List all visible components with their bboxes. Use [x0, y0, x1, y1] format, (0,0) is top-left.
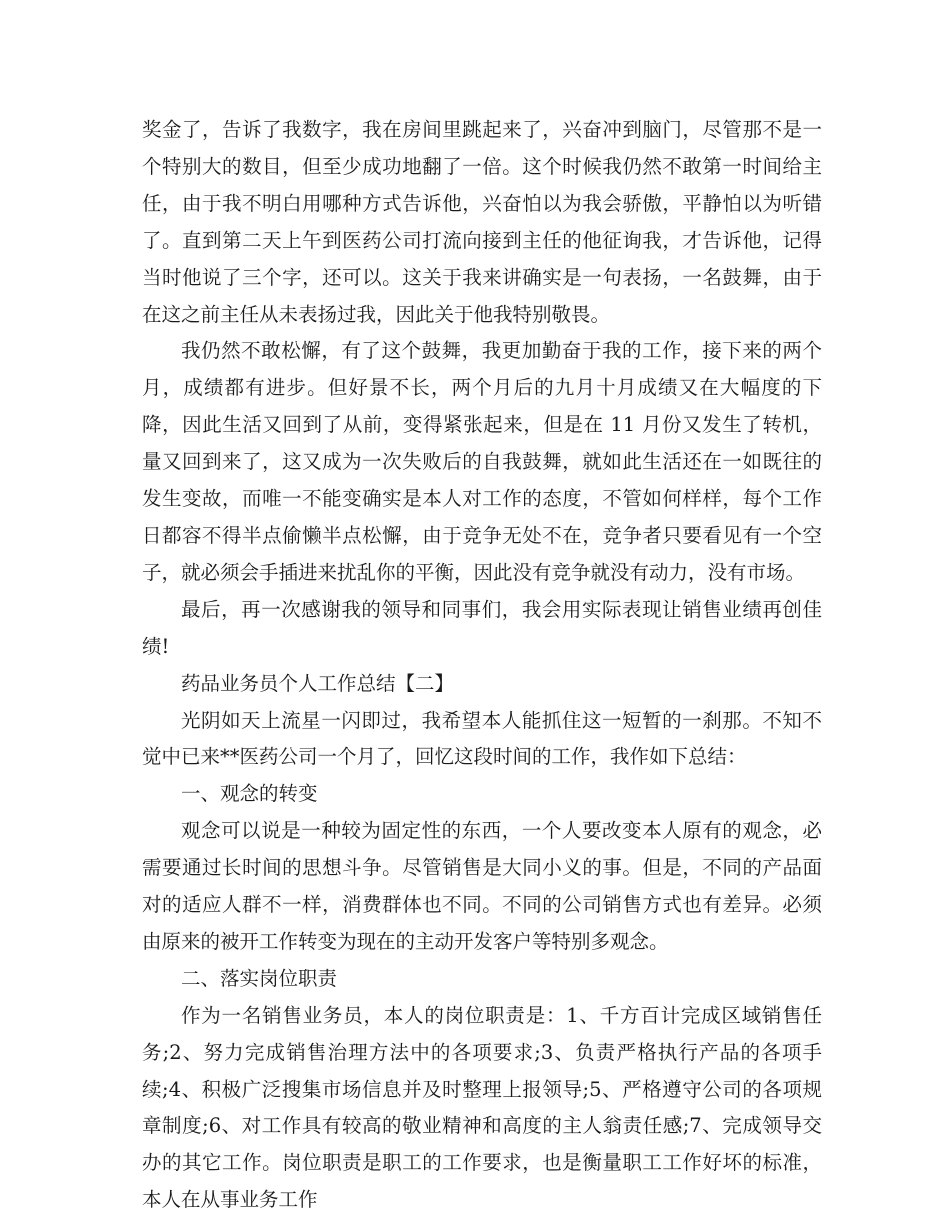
paragraph-intro: 光阴如天上流星一闪即过，我希望本人能抓住这一短暂的一刹那。不知不觉中已来**医药公司一个月了，回忆这段时间的工作，我作如下总结：	[142, 708, 822, 769]
section-title: 药品业务员个人工作总结【二】	[181, 671, 455, 695]
heading-job-duties: 二、落实岗位职责	[181, 966, 338, 990]
document-body	[142, 112, 822, 1219]
paragraph-perseverance: 我仍然不敢松懈，有了这个鼓舞，我更加勤奋于我的工作，接下来的两个月，成绩都有进步。但好景不长，两个月后的九月十月成绩又在大幅度的下降，因此生活又回到了从前，变得紧张起来，但是在 11 月份又发生了转机，量又回到来了，这又成为一次失败后的自我鼓舞，就如此生活还在一如既往的发生变故，而唯一不能变确实是本人对工作的态度，不管如何样样，每个工作日都容不得半点偷懒半点松懈，由于竞争无处不在，竞争者只要看见有一个空子，就必须会手插进来扰乱你的平衡，因此没有竞争就没有动力，没有市场。	[142, 339, 822, 584]
paragraph-duties: 作为一名销售业务员，本人的岗位职责是：1、千方百计完成区域销售任务;2、努力完成销售治理方法中的各项要求;3、负责严格执行产品的各项手续;4、积极广泛搜集市场信息并及时整理上报领导;5、严格遵守公司的各项规章制度;6、对工作具有较高的敬业精神和高度的主人翁责任感;7、完成领导交办的其它工作。岗位职责是职工的工作要求，也是衡量职工工作好坏的标准，本人在从事业务工作	[142, 1003, 822, 1212]
paragraph-thanks: 最后，再一次感谢我的领导和同事们，我会用实际表现让销售业绩再创佳绩!	[142, 597, 822, 658]
paragraph-concept: 观念可以说是一种较为固定性的东西，一个人要改变本人原有的观念，必需要通过长时间的思想斗争。尽管销售是大同小义的事。但是，不同的产品面对的适应人群不一样，消费群体也不同。不同的公司销售方式也有差异。必须由原来的被开工作转变为现在的主动开发客户等特别多观念。	[142, 819, 822, 953]
heading-concept-change: 一、观念的转变	[181, 782, 318, 806]
paragraph-continuation: 奖金了，告诉了我数字，我在房间里跳起来了，兴奋冲到脑门，尽管那不是一个特别大的数目，但至少成功地翻了一倍。这个时候我仍然不敢第一时间给主任，由于我不明白用哪种方式告诉他，兴奋怕以为我会骄傲，平静怕以为听错了。直到第二天上午到医药公司打流向接到主任的他征询我，才告诉他，记得当时他说了三个字，还可以。这关于我来讲确实是一句表扬，一名鼓舞，由于在这之前主任从未表扬过我，因此关于他我特别敬畏。	[142, 118, 822, 326]
